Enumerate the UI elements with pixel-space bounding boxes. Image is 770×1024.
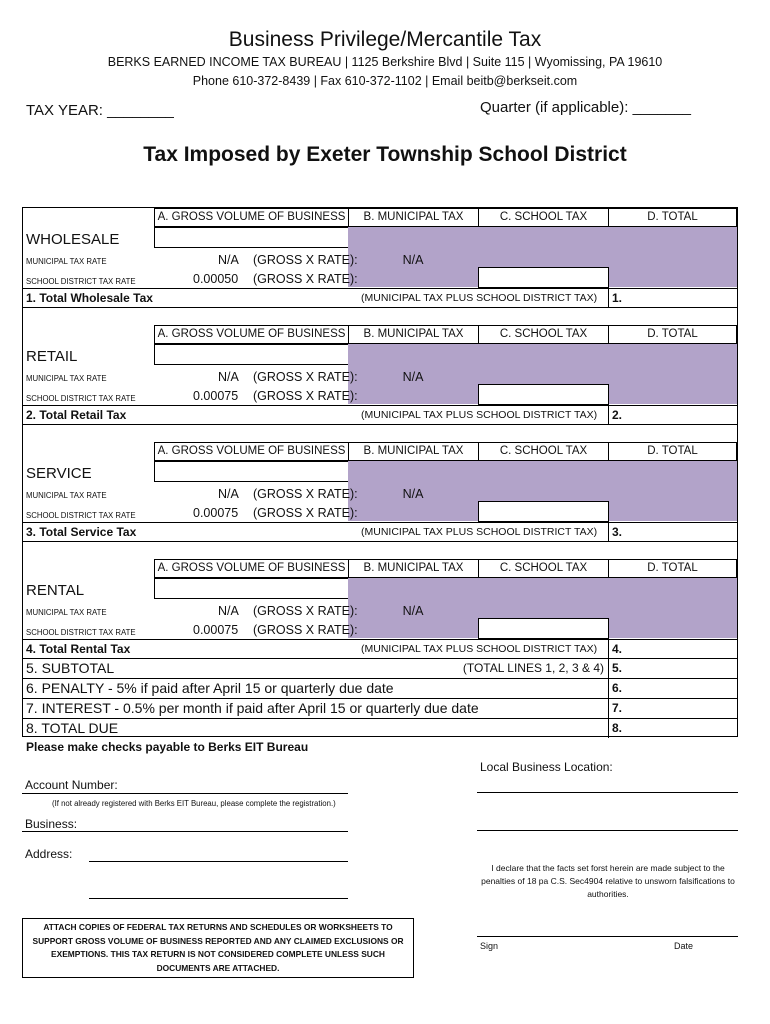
- retail-line-number[interactable]: 2.: [612, 408, 623, 422]
- summary-line-number-6[interactable]: 6.: [612, 681, 623, 695]
- account-number-label: Account Number:: [25, 778, 118, 792]
- rental-total-row-top: [23, 639, 737, 640]
- business-line[interactable]: [22, 831, 348, 832]
- wholesale-gross-volume-input[interactable]: [154, 227, 349, 248]
- service-school-gross-x-rate: (GROSS X RATE):: [253, 506, 358, 520]
- rental-total-row-bottom: [23, 658, 737, 659]
- service-shaded-total: [608, 461, 737, 521]
- address-line-2[interactable]: [89, 898, 348, 899]
- service-school-tax-input[interactable]: [478, 501, 609, 522]
- rental-header-total: D. TOTAL: [608, 559, 737, 578]
- retail-total-label: 2. Total Retail Tax: [26, 408, 127, 422]
- service-municipal-rate: N/A: [218, 487, 239, 501]
- service-total-row-top: [23, 522, 737, 523]
- summary-label-5: 5. SUBTOTAL: [26, 660, 115, 676]
- service-municipal-rate-label: MUNICIPAL TAX RATE: [26, 491, 107, 500]
- summary-divider-7: [608, 698, 609, 718]
- tax-form-grid: [22, 207, 738, 737]
- wholesale-header-school: C. SCHOOL TAX: [478, 208, 609, 227]
- service-line-number[interactable]: 3.: [612, 525, 623, 539]
- service-school-rate-label: SCHOOL DISTRICT TAX RATE: [26, 511, 136, 520]
- wholesale-school-rate: 0.00050: [193, 272, 239, 286]
- summary-line-number-7[interactable]: 7.: [612, 701, 623, 715]
- summary-row-top-7: [23, 698, 737, 699]
- retail-school-tax-input[interactable]: [478, 384, 609, 405]
- wholesale-municipal-gross-x-rate: (GROSS X RATE):: [253, 253, 358, 267]
- rental-school-gross-x-rate: (GROSS X RATE):: [253, 623, 358, 637]
- local-location-line-1[interactable]: [477, 792, 738, 793]
- rental-header-municipal: B. MUNICIPAL TAX: [348, 559, 479, 578]
- wholesale-school-rate-label: SCHOOL DISTRICT TAX RATE: [26, 277, 136, 286]
- retail-header-total: D. TOTAL: [608, 325, 737, 344]
- service-school-rate: 0.00075: [193, 506, 239, 520]
- rental-shaded-lower: [348, 618, 478, 638]
- service-shaded-lower: [348, 501, 478, 521]
- service-header-school: C. SCHOOL TAX: [478, 442, 609, 461]
- sign-label: Sign: [480, 941, 499, 951]
- retail-plus-note: (MUNICIPAL TAX PLUS SCHOOL DISTRICT TAX): [361, 409, 598, 421]
- rental-section-title: RENTAL: [26, 582, 85, 599]
- declaration-text: I declare that the facts set forst herein are made subject to the penalties of 18 pa C.S. Sec4904 relative to unsworn falsifications to authorities.: [481, 863, 735, 899]
- wholesale-municipal-tax-value: N/A: [402, 253, 424, 267]
- retail-municipal-tax-value: N/A: [402, 370, 424, 384]
- service-plus-note: (MUNICIPAL TAX PLUS SCHOOL DISTRICT TAX): [361, 526, 598, 538]
- service-total-row-bottom: [23, 541, 737, 542]
- rental-plus-note: (MUNICIPAL TAX PLUS SCHOOL DISTRICT TAX): [361, 643, 598, 655]
- rental-total-divider: [608, 639, 609, 658]
- wholesale-section-title: WHOLESALE: [26, 231, 120, 248]
- wholesale-header-total: D. TOTAL: [608, 208, 737, 227]
- bureau-address: BERKS EARNED INCOME TAX BUREAU | 1125 Berkshire Blvd | Suite 115 | Wyomissing, PA 19610: [107, 55, 663, 69]
- retail-total-row-top: [23, 405, 737, 406]
- wholesale-shaded-lower: [348, 267, 478, 287]
- retail-gross-volume-input[interactable]: [154, 344, 349, 365]
- service-gross-volume-input[interactable]: [154, 461, 349, 482]
- rental-header-gross: A. GROSS VOLUME OF BUSINESS: [154, 559, 349, 578]
- summary-label-8: 8. TOTAL DUE: [26, 720, 119, 736]
- form-title: Business Privilege/Mercantile Tax: [228, 28, 542, 51]
- retail-school-rate-label: SCHOOL DISTRICT TAX RATE: [26, 394, 136, 403]
- rental-school-rate-label: SCHOOL DISTRICT TAX RATE: [26, 628, 136, 637]
- imposed-by-heading: Tax Imposed by Exeter Township School District: [143, 143, 627, 166]
- wholesale-shaded-total: [608, 227, 737, 287]
- business-label: Business:: [25, 817, 78, 831]
- service-header-municipal: B. MUNICIPAL TAX: [348, 442, 479, 461]
- retail-header-municipal: B. MUNICIPAL TAX: [348, 325, 479, 344]
- wholesale-plus-note: (MUNICIPAL TAX PLUS SCHOOL DISTRICT TAX): [361, 292, 598, 304]
- service-municipal-gross-x-rate: (GROSS X RATE):: [253, 487, 358, 501]
- local-location-label: Local Business Location:: [480, 760, 613, 774]
- rental-municipal-tax-value: N/A: [402, 604, 424, 618]
- retail-total-divider: [608, 405, 609, 424]
- account-number-line[interactable]: [22, 793, 348, 794]
- local-location-line-2[interactable]: [477, 830, 738, 831]
- wholesale-total-divider: [608, 288, 609, 307]
- retail-school-rate: 0.00075: [193, 389, 239, 403]
- wholesale-total-row-top: [23, 288, 737, 289]
- retail-section-title: RETAIL: [26, 348, 78, 365]
- summary-row-top-8: [23, 718, 737, 719]
- retail-header-gross: A. GROSS VOLUME OF BUSINESS: [154, 325, 349, 344]
- retail-shaded-lower: [348, 384, 478, 404]
- wholesale-header-municipal: B. MUNICIPAL TAX: [348, 208, 479, 227]
- rental-shaded-total: [608, 578, 737, 638]
- rental-header-school: C. SCHOOL TAX: [478, 559, 609, 578]
- rental-line-number[interactable]: 4.: [612, 642, 623, 656]
- tax-year-field[interactable]: TAX YEAR: ________: [26, 102, 174, 119]
- retail-municipal-gross-x-rate: (GROSS X RATE):: [253, 370, 358, 384]
- service-header-total: D. TOTAL: [608, 442, 737, 461]
- rental-school-rate: 0.00075: [193, 623, 239, 637]
- summary-label-7: 7. INTEREST - 0.5% per month if paid after April 15 or quarterly due date: [26, 700, 479, 716]
- wholesale-total-label: 1. Total Wholesale Tax: [26, 291, 153, 305]
- service-total-label: 3. Total Service Tax: [26, 525, 137, 539]
- retail-municipal-rate: N/A: [218, 370, 239, 384]
- wholesale-total-row-bottom: [23, 307, 737, 308]
- wholesale-municipal-rate-label: MUNICIPAL TAX RATE: [26, 257, 107, 266]
- bureau-contact: Phone 610-372-8439 | Fax 610-372-1102 | Email beitb@berkseit.com: [192, 74, 578, 88]
- retail-shaded-total: [608, 344, 737, 404]
- address-line-1[interactable]: [89, 861, 348, 862]
- retail-school-gross-x-rate: (GROSS X RATE):: [253, 389, 358, 403]
- summary-note-5: (TOTAL LINES 1, 2, 3 & 4): [462, 661, 604, 675]
- wholesale-header-gross: A. GROSS VOLUME OF BUSINESS: [154, 208, 349, 227]
- summary-divider-5: [608, 658, 609, 678]
- address-label: Address:: [25, 847, 73, 861]
- rental-municipal-rate-label: MUNICIPAL TAX RATE: [26, 608, 107, 617]
- date-label: Date: [674, 941, 694, 951]
- rental-municipal-gross-x-rate: (GROSS X RATE):: [253, 604, 358, 618]
- summary-divider-6: [608, 678, 609, 698]
- wholesale-school-gross-x-rate: (GROSS X RATE):: [253, 272, 358, 286]
- rental-municipal-rate: N/A: [218, 604, 239, 618]
- summary-row-top-6: [23, 678, 737, 679]
- rental-total-label: 4. Total Rental Tax: [26, 642, 131, 656]
- attach-documents-notice: ATTACH COPIES OF FEDERAL TAX RETURNS AND SCHEDULES OR WORKSHEETS TO SUPPORT GROSS VOLUME OF BUSINESS REPORTED AND ANY CLAIMED EXCLUSIONS OR EXEMPTIONS. THIS TAX RETURN IS NOT CONSIDERED COMPLETE UNLESS SUCH DOCUMENTS ARE ATTACHED.: [22, 918, 414, 978]
- service-municipal-tax-value: N/A: [402, 487, 424, 501]
- registration-note: (If not already registered with Berks EIT Bureau, please complete the registration.): [52, 799, 336, 808]
- service-header-gross: A. GROSS VOLUME OF BUSINESS: [154, 442, 349, 461]
- wholesale-municipal-rate: N/A: [218, 253, 239, 267]
- retail-total-row-bottom: [23, 424, 737, 425]
- wholesale-school-tax-input[interactable]: [478, 267, 609, 288]
- payable-note: Please make checks payable to Berks EIT Bureau: [26, 740, 309, 754]
- summary-divider-8: [608, 718, 609, 738]
- signature-line[interactable]: [477, 936, 738, 937]
- summary-label-6: 6. PENALTY - 5% if paid after April 15 or quarterly due date: [26, 680, 394, 696]
- rental-school-tax-input[interactable]: [478, 618, 609, 639]
- service-section-title: SERVICE: [26, 465, 92, 482]
- retail-municipal-rate-label: MUNICIPAL TAX RATE: [26, 374, 107, 383]
- wholesale-line-number[interactable]: 1.: [612, 291, 623, 305]
- summary-line-number-5[interactable]: 5.: [612, 661, 623, 675]
- retail-header-school: C. SCHOOL TAX: [478, 325, 609, 344]
- quarter-field[interactable]: Quarter (if applicable): _______: [480, 99, 691, 116]
- summary-line-number-8[interactable]: 8.: [612, 721, 623, 735]
- rental-gross-volume-input[interactable]: [154, 578, 349, 599]
- service-total-divider: [608, 522, 609, 541]
